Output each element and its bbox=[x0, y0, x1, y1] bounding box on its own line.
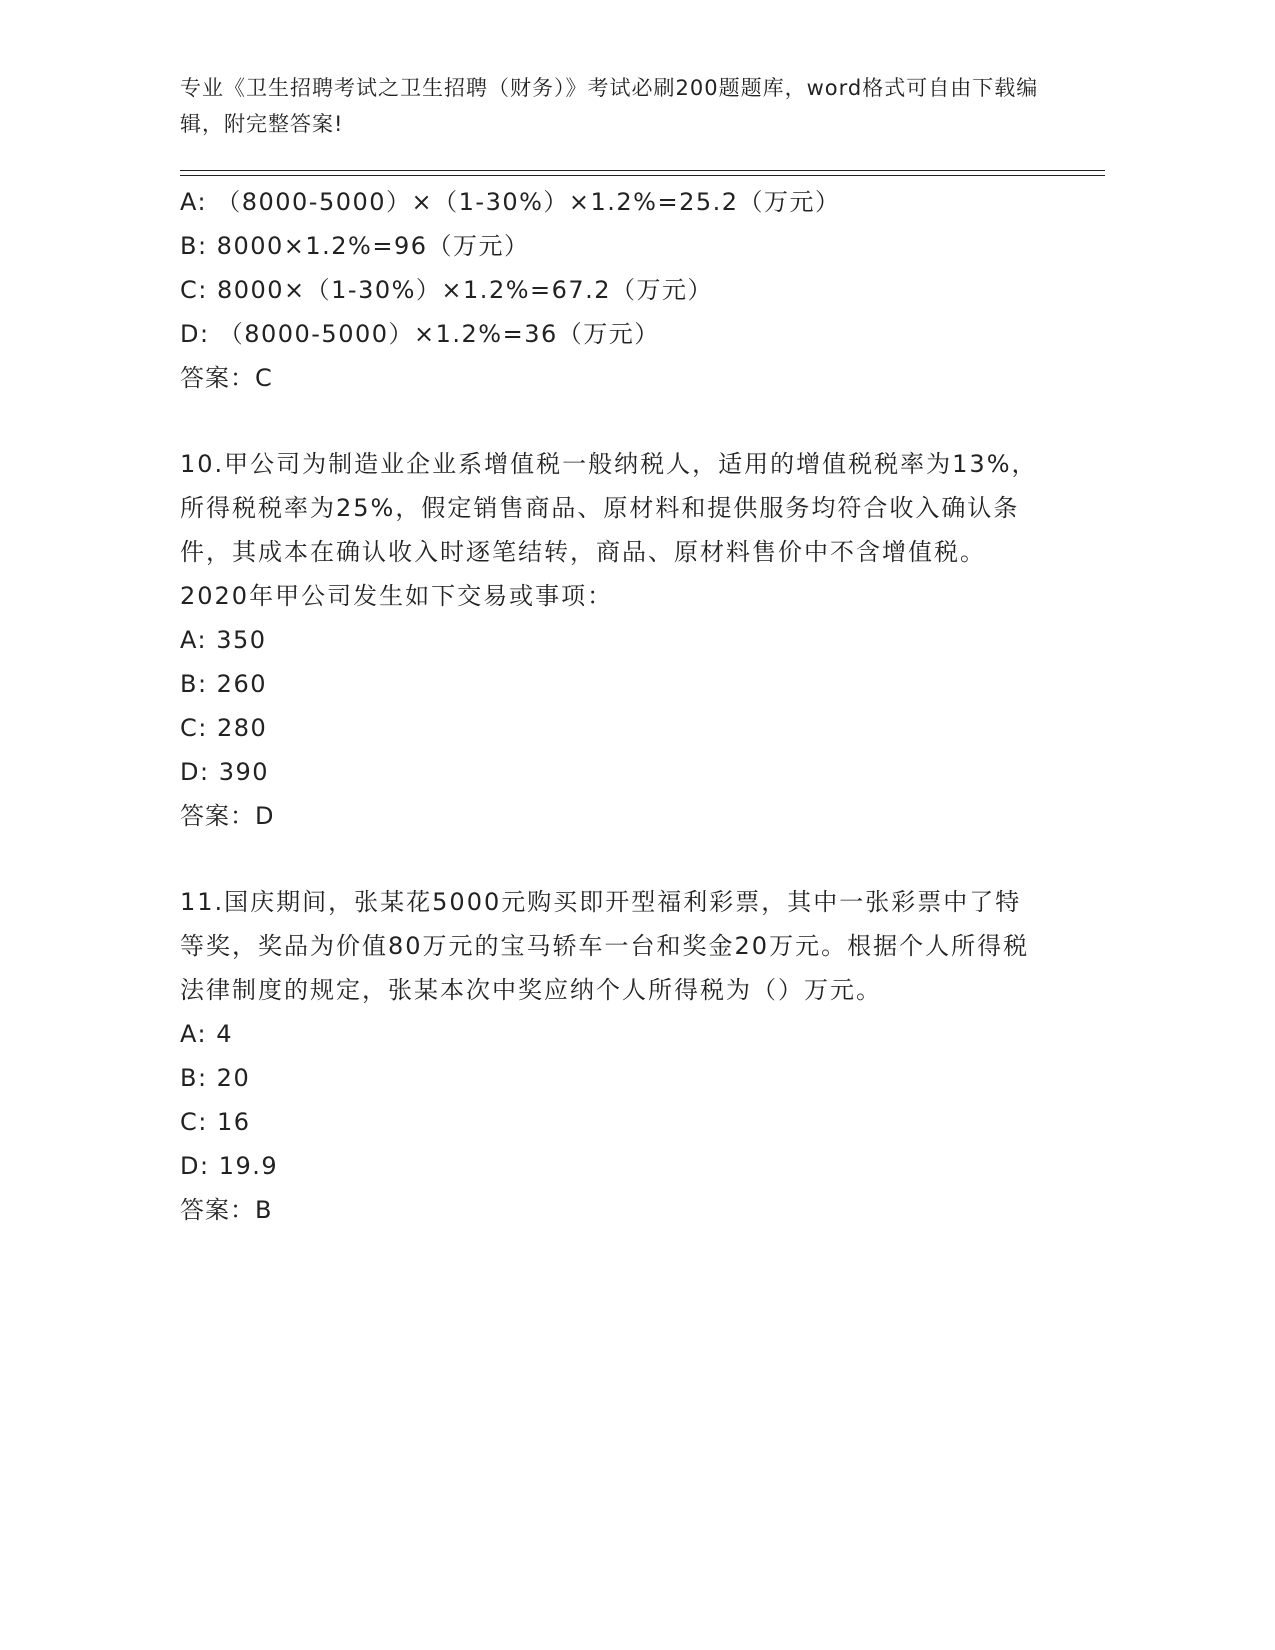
document-header bbox=[180, 70, 1040, 142]
question-10 bbox=[180, 442, 1040, 838]
header-title: 专业《卫生招聘考试之卫生招聘（财务）》考试必刷200题题库，word格式可自由下载编辑，附完整答案! bbox=[180, 76, 1039, 136]
option-d: D: （8000-5000）×1.2%=36（万元） bbox=[180, 320, 660, 348]
question-text: 10.甲公司为制造业企业系增值税一般纳税人，适用的增值税税率为13%，所得税税率为25%，假定销售商品、原材料和提供服务均符合收入确认条件，其成本在确认收入时逐笔结转，商品、原材料售价中不含增值税。2020年甲公司发生如下交易或事项： bbox=[180, 450, 1038, 610]
question-text: 11.国庆期间，张某花5000元购买即开型福利彩票，其中一张彩票中了特等奖，奖品为价值80万元的宝马轿车一台和奖金20万元。根据个人所得税法律制度的规定，张某本次中奖应纳个人所得税为（）万元。 bbox=[180, 888, 1030, 1004]
answer-line: 答案：B bbox=[180, 1196, 273, 1224]
option-d: D: 390 bbox=[180, 758, 270, 786]
spacer bbox=[180, 400, 1040, 442]
spacer bbox=[180, 838, 1040, 880]
answer-line: 答案：C bbox=[180, 364, 273, 392]
answer-line: 答案：D bbox=[180, 802, 275, 830]
question-9-options bbox=[180, 180, 1040, 400]
option-b: B: 8000×1.2%=96（万元） bbox=[180, 232, 530, 260]
option-c: C: 8000×（1-30%）×1.2%=67.2（万元） bbox=[180, 276, 714, 304]
option-d: D: 19.9 bbox=[180, 1152, 279, 1180]
option-b: B: 260 bbox=[180, 670, 267, 698]
option-a: A: 350 bbox=[180, 626, 267, 654]
question-list bbox=[180, 180, 1040, 1232]
option-a: A: 4 bbox=[180, 1020, 233, 1048]
option-b: B: 20 bbox=[180, 1064, 251, 1092]
header-divider-top bbox=[180, 170, 1105, 171]
question-11 bbox=[180, 880, 1040, 1232]
option-c: C: 16 bbox=[180, 1108, 251, 1136]
option-a: A: （8000-5000）×（1-30%）×1.2%=25.2（万元） bbox=[180, 188, 841, 216]
option-c: C: 280 bbox=[180, 714, 268, 742]
header-divider-bottom bbox=[180, 175, 1105, 176]
